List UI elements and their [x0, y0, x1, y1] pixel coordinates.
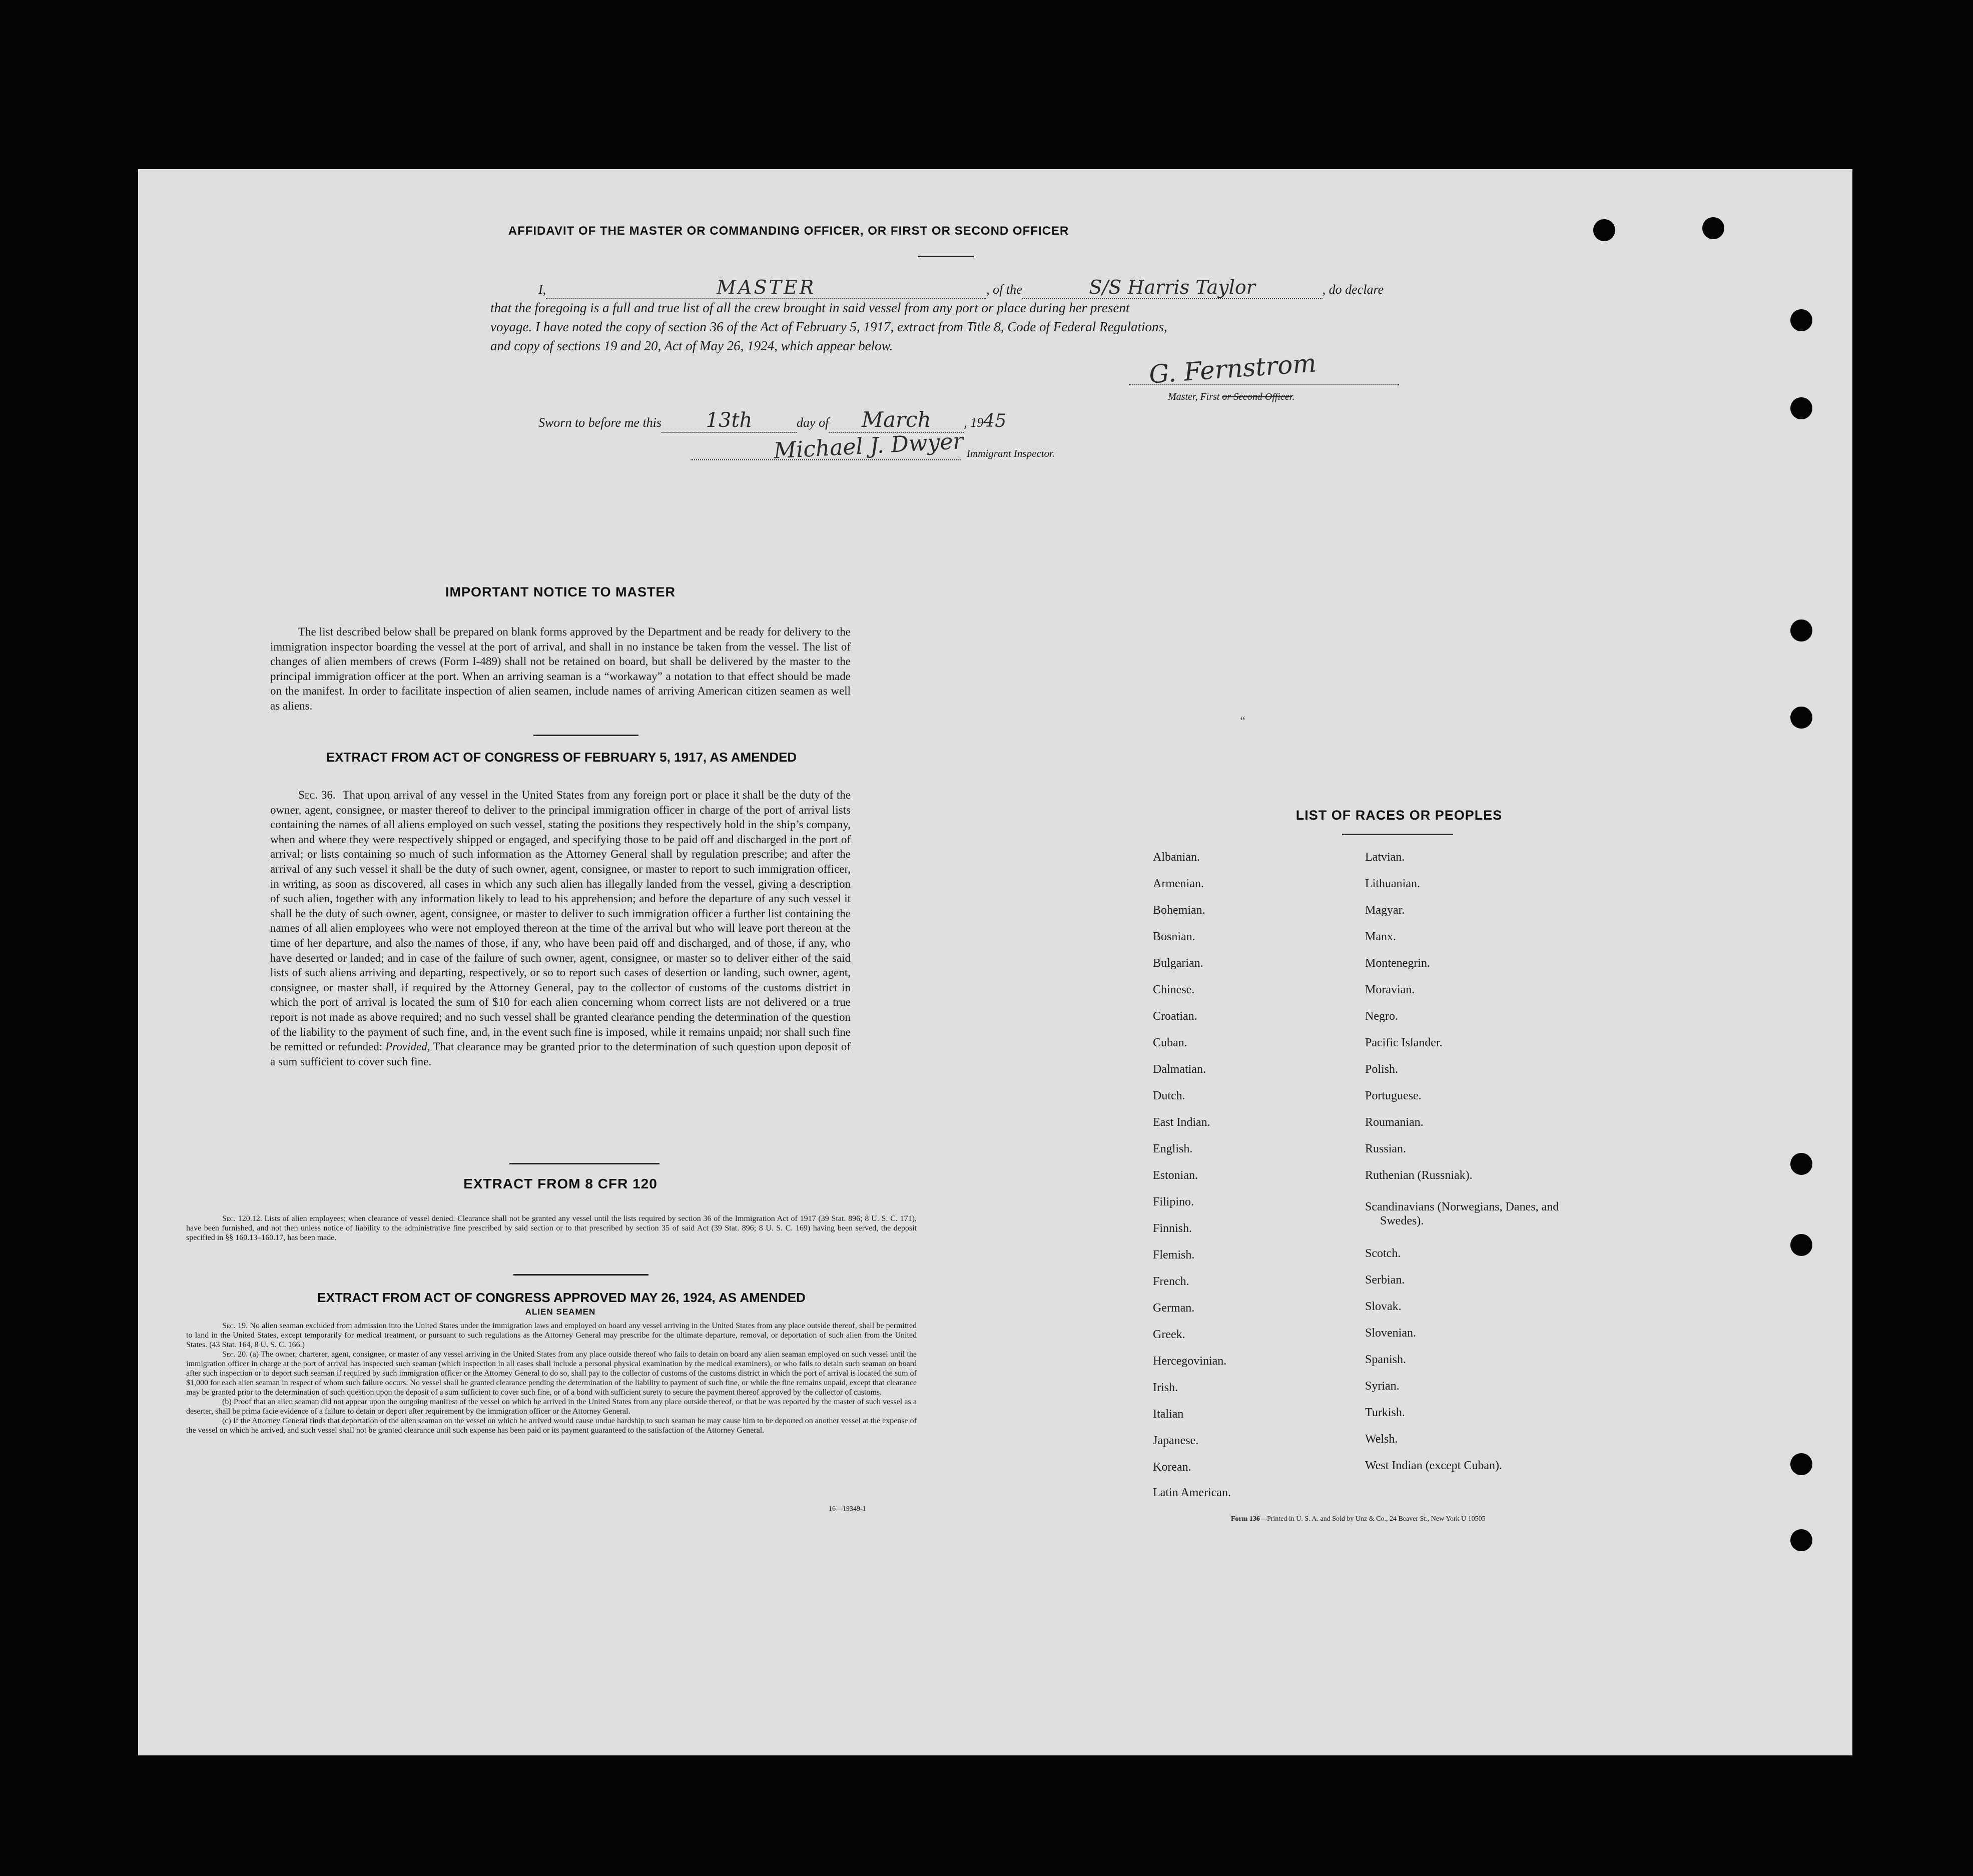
master-signature: G. Fernstrom — [1148, 348, 1318, 389]
sec-120-12-label: Sec. 120.12. — [222, 1214, 262, 1223]
race-item: Croatian. — [1153, 1010, 1197, 1023]
provided-label: Provided, — [385, 1040, 430, 1053]
notice-title: IMPORTANT NOTICE TO MASTER — [445, 584, 676, 599]
race-item: Ruthenian (Russniak). — [1365, 1169, 1473, 1182]
punch-hole — [1593, 219, 1615, 241]
race-item: English. — [1153, 1142, 1193, 1155]
sec-36-text-a: That upon arrival of any vessel in the United States from any foreign port or place it shall be the duty of the owner, agent, consignee, or master thereof to deliver to the principal immigration officer in charge of the port of arrival lists containing the names of all aliens employed on such vessel, stating the positions they respectively hold in the ship’s company, when and where they were respectively shipped or engaged, and specifying those to be paid off and discharged in the port of arrival; or lists containing so much of such information as the Attorney General shall by regulation prescribe; and after the arrival of any such vessel it shall be the duty of such owner, agent, consignee, or master to report to such immigration officer, in writing, as soon as discovered, all cases in which any such alien has illegally landed from the vessel, giving a description of such alien, together with any information likely to lead to his apprehension; and before the departure of any such vessel it shall be the duty of such owner, agent, consignee, or master to deliver to such immigration officer a further list containing the names of all alien employees who were not employed thereon at the time of the arrival but who will leave port thereon at the time of her departure, and also the names of those, if any, who have been paid off and discharged, and of those, if any, who have deserted or landed; and in case of the failure of such owner, agent, consignee, or master so to deliver either of the said lists of such aliens arriving and departing, respectively, or so to report such cases of desertion or landing, such owner, agent, consignee, or master shall, if required by the Attorney General, pay to the collector of customs of the customs district in which the port of arrival is located the sum of $10 for each alien concerning whom correct lists are not delivered or a true report is not made as above required; and no such vessel shall be granted clearance pending the determination of the question of the liability to the payment of such fine, and, in the event such fine is imposed, while it remains unpaid; nor shall such fine be remitted or refunded: — [270, 789, 851, 1053]
sworn-label: Sworn to before me this — [538, 415, 662, 430]
sec-19-label: Sec. 19. — [222, 1322, 248, 1330]
officer-name-field — [546, 276, 986, 299]
race-item: Scandinavians (Norwegians, Danes, and Swedes). — [1365, 1200, 1559, 1227]
race-item: Polish. — [1365, 1063, 1399, 1076]
race-item: Hercegovinian. — [1153, 1355, 1227, 1368]
stray-mark: “ — [1239, 715, 1246, 728]
race-item: Roumanian. — [1365, 1116, 1424, 1129]
form-number: Form 136 — [1231, 1515, 1260, 1523]
master-caption-start: Master, First — [1168, 391, 1222, 402]
sworn-day-field — [662, 409, 797, 433]
master-caption — [1168, 391, 1294, 403]
race-item: Serbian. — [1365, 1274, 1405, 1287]
divider — [509, 1163, 660, 1164]
race-item: Moravian. — [1365, 983, 1415, 996]
race-item: Welsh. — [1365, 1433, 1398, 1446]
punch-hole — [1790, 619, 1812, 642]
sec-19-text: No alien seaman excluded from admission into the United States under the immigration laws and employed on board any vessel arriving in the United States from any place outside thereof, shall be permitted to land in the United States, except temporarily for medical treatment, or pursuant to such regulations as the Attorney General may prescribe for the ultimate departure, removal, or deportation of such alien from the United States. (43 Stat. 164, 8 U. S. C. 166.) — [186, 1322, 917, 1349]
race-item: Lithuanian. — [1365, 877, 1420, 890]
race-item: Flemish. — [1153, 1248, 1195, 1262]
race-item: Greek. — [1153, 1328, 1185, 1341]
punch-hole — [1790, 1153, 1812, 1175]
year-prefix: , 19 — [964, 415, 984, 430]
race-item: Bosnian. — [1153, 930, 1195, 943]
punch-hole — [1790, 1529, 1812, 1551]
affidavit-declaration-line — [538, 276, 1579, 299]
affidavit-line-2: voyage. I have noted the copy of section 36 of the Act of February 5, 1917, extract from Title 8, Code of Federal Regulations, — [490, 319, 1167, 334]
race-item: Portuguese. — [1365, 1089, 1422, 1102]
race-item: West Indian (except Cuban). — [1365, 1459, 1502, 1472]
extract-1924-title: EXTRACT FROM ACT OF CONGRESS APPROVED MAY 26, 1924, AS AMENDED — [317, 1290, 806, 1305]
affidavit-line-1: that the foregoing is a full and true list of all the crew brought in said vessel from any port or place during her present — [490, 300, 1130, 315]
sworn-month: March — [861, 407, 931, 432]
inspector-caption: Immigrant Inspector. — [967, 447, 1055, 459]
race-item: Filipino. — [1153, 1195, 1194, 1208]
cfr-body — [186, 1214, 917, 1242]
race-item: Latin American. — [1153, 1486, 1231, 1499]
printer-info: —Printed in U. S. A. and Sold by Unz & Co., 24 Beaver St., New York U 10505 — [1259, 1515, 1486, 1523]
extract-1917-body — [270, 788, 851, 1069]
sec-20-label: Sec. 20. — [222, 1350, 248, 1359]
race-item: Japanese. — [1153, 1434, 1199, 1447]
race-item: Estonian. — [1153, 1169, 1198, 1182]
race-item: Dalmatian. — [1153, 1063, 1206, 1076]
sworn-year: 45 — [983, 411, 1007, 431]
race-item: Armenian. — [1153, 877, 1204, 890]
vessel-name: S/S Harris Taylor — [1089, 276, 1255, 298]
sec-20a-paragraph — [186, 1350, 917, 1397]
race-item: Montenegrin. — [1365, 957, 1430, 970]
race-item: Irish. — [1153, 1381, 1178, 1394]
race-item: Chinese. — [1153, 983, 1195, 996]
race-item: German. — [1153, 1302, 1195, 1315]
punch-hole — [1790, 1234, 1812, 1256]
sec-20a-text: (a) The owner, charterer, agent, consignee, or master of any vessel arriving in the United States from any place outside thereof who fails to detain on board any alien seaman employed on such vessel until the immigration officer in charge at the port of arrival has inspected such seaman (which inspection in all cases shall include a personal physical examination by the medical examiners), or who fails to detain such seaman on board after such inspection or to deport such seaman if required by such immigration officer or the Attorney General to do so, shall pay to the collector of customs of the customs district in which the port of arrival is located the sum of $1,000 for each alien seaman in respect of whom such failure occurs. No vessel shall be granted clearance pending the determination of the liability to payment of such fine, or while the fine remains unpaid, except that clearance may be granted prior to the determination of such question upon the deposit of a sum sufficient to cover such fine, or of a bond with sufficient surety to secure the payment thereof approved by the collector of customs. — [186, 1350, 917, 1397]
divider — [1342, 834, 1453, 835]
races-title: LIST OF RACES OR PEOPLES — [1295, 808, 1503, 823]
i-label: I, — [538, 282, 546, 297]
inspector-signature: Michael J. Dwyer — [773, 428, 964, 464]
sworn-day: 13th — [706, 409, 753, 432]
race-item: Magyar. — [1365, 904, 1405, 917]
punch-hole — [1790, 1453, 1812, 1475]
race-item: Bohemian. — [1153, 904, 1205, 917]
punch-hole — [1790, 397, 1812, 419]
punch-hole — [1702, 217, 1724, 239]
printer-footer — [1231, 1515, 1486, 1523]
master-caption-struck: or Second Officer — [1222, 391, 1292, 402]
master-caption-end: . — [1292, 391, 1295, 402]
race-item: Dutch. — [1153, 1089, 1185, 1102]
race-item: Albanian. — [1153, 851, 1200, 864]
race-item: Manx. — [1365, 930, 1396, 943]
officer-name: MASTER — [717, 276, 816, 298]
divider — [918, 256, 974, 257]
race-item: Finnish. — [1153, 1222, 1192, 1235]
extract-1924-body — [186, 1321, 917, 1435]
race-item: Turkish. — [1365, 1406, 1405, 1419]
race-item: Negro. — [1365, 1010, 1398, 1023]
notice-body: The list described below shall be prepared on blank forms approved by the Department and be ready for delivery to the immigration inspector boarding the vessel at the port of arrival, and shall in no instance be taken from the vessel. The list of changes of alien members of crews (Form I-489) shall not be retained on board, but shall be delivered by the master to the principal immigration officer at the port. When an arriving seaman is a “workaway” a notation to that effect should be made on the manifest. In order to facilitate inspection of alien seamen, include names of arriving American citizen seamen as well as aliens. — [270, 626, 851, 712]
sec-19-paragraph — [186, 1321, 917, 1350]
punch-hole — [1790, 707, 1812, 729]
sworn-line — [538, 407, 1006, 433]
race-item: Slovak. — [1365, 1300, 1402, 1313]
race-item: East Indian. — [1153, 1116, 1210, 1129]
sec-20c-paragraph: (c) If the Attorney General finds that deportation of the alien seaman on the vessel on which he arrived would cause undue hardship to such seaman he may cause him to be deported on another vessel at the expense of the vessel on which he arrived, and such vessel shall not be granted clearance until such expense has been paid or its payment guaranteed to the satisfaction of the Attorney General. — [186, 1417, 917, 1435]
race-item: Russian. — [1365, 1142, 1407, 1155]
day-of-label: day of — [797, 415, 829, 430]
race-item: Syrian. — [1365, 1380, 1400, 1393]
sec-20b-paragraph: (b) Proof that an alien seaman did not appear upon the outgoing manifest of the vessel on which he arrived in the United States from any place outside thereof, or that he was reported by the master of such vessel as a deserter, shall be prima facie evidence of a failure to detain or deport after requirement by the immigration officer or the Attorney General. — [186, 1398, 917, 1416]
race-item: Cuban. — [1153, 1036, 1187, 1049]
race-item: Spanish. — [1365, 1353, 1407, 1366]
vessel-name-field — [1022, 276, 1323, 299]
race-item: Latvian. — [1365, 851, 1405, 864]
race-item: Bulgarian. — [1153, 957, 1203, 970]
divider — [533, 735, 638, 736]
master-signature-line — [1129, 384, 1399, 385]
form-code: 16—19349-1 — [829, 1505, 866, 1513]
punch-hole — [1790, 309, 1812, 331]
cfr-title: EXTRACT FROM 8 CFR 120 — [463, 1176, 657, 1191]
do-declare-label: , do declare — [1322, 282, 1384, 297]
sec-36-label: Sec. 36. — [298, 789, 336, 801]
divider — [513, 1274, 648, 1276]
race-item: French. — [1153, 1275, 1189, 1288]
document-page — [138, 169, 1852, 1755]
sec-36-text-b: That clearance may be granted prior to the determination of such question upon deposit of a sum sufficient to cover such fine. — [270, 1040, 851, 1068]
sec-120-12-text: Lists of alien employees; when clearance of vessel denied. Clearance shall not be granted any vessel until the lists required by section 36 of the Immigration Act of 1917 (39 Stat. 896; 8 U. S. C. 171), have been furnished, and not then unless notice of liability to the administrative fine prescribed by said section or to that prescribed by section 35 of said Act (39 Stat. 896; 8 U. S. C. 169) having been served, the deposit specified in §§ 160.13–160.17, has been made. — [186, 1214, 917, 1242]
race-item: Scotch. — [1365, 1247, 1401, 1260]
race-item: Pacific Islander. — [1365, 1036, 1443, 1049]
race-item: Korean. — [1153, 1461, 1191, 1474]
extract-1917-title: EXTRACT FROM ACT OF CONGRESS OF FEBRUARY 5, 1917, AS AMENDED — [326, 750, 797, 765]
race-item: Slovenian. — [1365, 1327, 1416, 1340]
of-the-label: , of the — [986, 282, 1022, 297]
affidavit-line-3: and copy of sections 19 and 20, Act of May 26, 1924, which appear below. — [490, 338, 893, 353]
extract-1924-subtitle: ALIEN SEAMEN — [525, 1307, 596, 1317]
race-item: Italian — [1153, 1408, 1184, 1421]
affidavit-title: AFFIDAVIT OF THE MASTER OR COMMANDING OFFICER, OR FIRST OR SECOND OFFICER — [508, 224, 1069, 238]
